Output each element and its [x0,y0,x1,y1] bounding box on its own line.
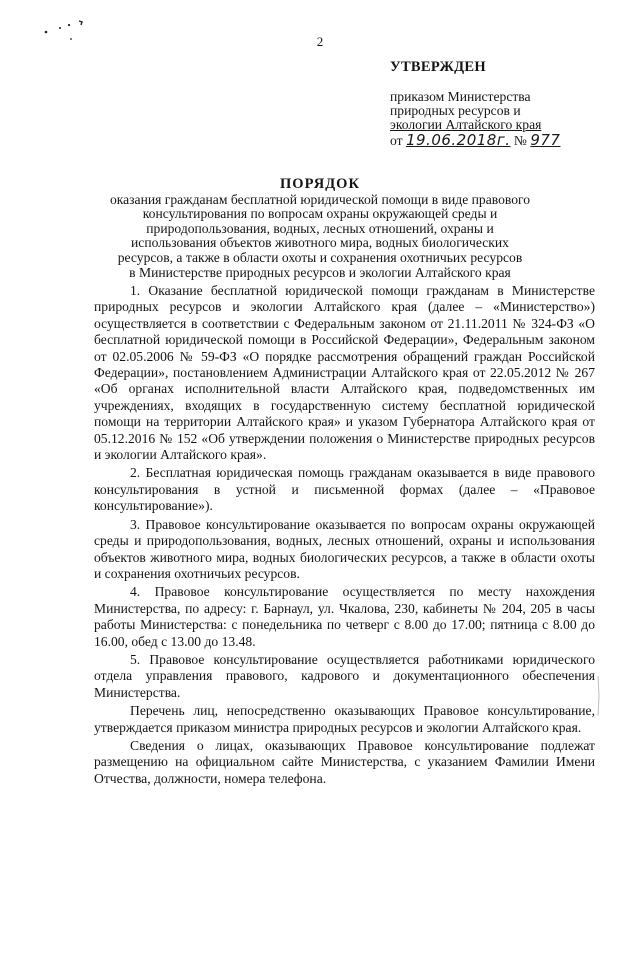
approval-title: УТВЕРЖДЕН [390,59,486,75]
paragraph-1: 1. Оказание бесплатной юридической помощи гражданам в Министерстве природных ресурсов и экологии Алтайского края (далее – «Министерство») осуществляется в соответствии с Федеральным законом от 21.11.2011 № 324-ФЗ «О бесплатной юридической помощи в Российской Федерации», Федеральным законом от 02.05.2006 № 59-ФЗ «О порядке рассмотрения обращений граждан Российской Федерации», постановлением Администрации Алтайского края от 22.05.2012 № 267 «Об органах исполнительной власти Алтайского края, подведомственных им учреждениях, входящих в государственную систему бесплатной юридической помощи на территории Алтайского края» и указом Губернатора Алтайского края от 05.12.2016 № 152 «Об утверждении положения о Министерстве природных ресурсов и экологии Алтайского края». [94,283,595,463]
heading-title: ПОРЯДОК [280,176,360,192]
approval-line-3: экологии Алтайского края [390,117,542,132]
heading-line: оказания гражданам бесплатной юридической помощи в виде правового [109,191,531,207]
approval-line-1: приказом Министерства [390,89,531,104]
number-sign: № [513,133,527,148]
date-prefix: от [390,133,403,148]
margin-mark [594,56,602,956]
handwritten-number: 977 [530,131,561,149]
paragraph-6: Перечень лиц, непосредственно оказывающих Правовое консультирование, утверждается приказом министра природных ресурсов и экологии Алтайского края. [94,703,595,735]
page-number: 2 [316,34,324,49]
paragraph-7: Сведения о лицах, оказывающих Правовое консультирование подлежат размещению на официальном сайте Министерства, с указанием Фамилии Имени Отчества, должности, номера телефона. [94,737,595,786]
heading-line: консультирования по вопросам охраны окружающей среды и [142,206,498,222]
heading-line: ресурсов, а также в области охоты и сохранения охотничьих ресурсов [117,249,523,265]
approval-block [390,60,620,148]
paragraph-4: 4. Правовое консультирование осуществляется по месту нахождения Министерства, по адресу: г. Барнаул, ул. Чкалова, 230, кабинеты № 204, 205 в часы работы Министерства: с понедельника по четверг с 8.00 до 17.00; пятница с 8.00 до 16.00, обед с 13.00 до 13.48. [94,584,595,649]
paragraph-3: 3. Правовое консультирование оказывается по вопросам охраны окружающей среды и природопользования, водных, лесных отношений, охраны и использования объектов животного мира, водных биологических ресурсов, а также в области охоты и сохранения охотничьих ресурсов. [94,516,595,581]
approval-line-2: природных ресурсов и [390,103,521,118]
approval-date-line [390,133,620,148]
heading-line: использования объектов животного мира, водных биологических [131,235,509,251]
document-body [94,283,595,787]
document-heading [90,177,550,280]
handwritten-date: 19.06.2018г. [405,131,511,149]
paragraph-5: 5. Правовое консультирование осуществляется работниками юридического отдела управления правового, кадрового и документационного обеспечения Министерства. [94,651,595,700]
heading-line: природопользования, водных, лесных отношений, охраны и [146,220,494,236]
paragraph-2: 2. Бесплатная юридическая помощь гражданам оказывается в виде правового консультирования в устной и письменной формах (далее – «Правовое консультирование»). [94,465,595,514]
heading-line: в Министерстве природных ресурсов и экологии Алтайского края [129,264,511,280]
